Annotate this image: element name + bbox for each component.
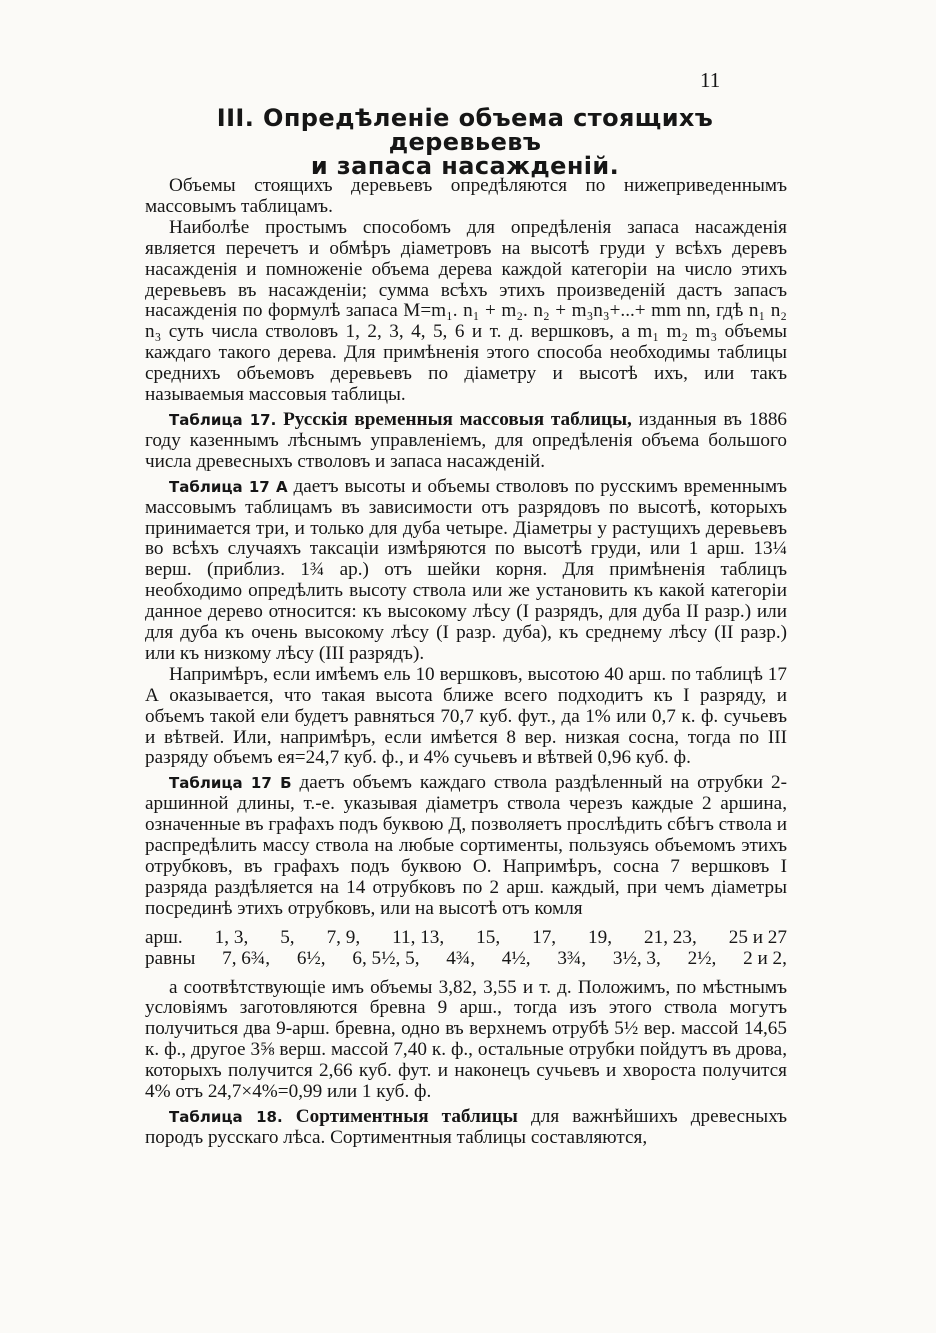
- paragraph-intro: Объемы стоящихъ деревьевъ опредѣляются по нижеприведеннымъ массовымъ таблицамъ.: [145, 175, 787, 217]
- value-cell: арш.: [145, 926, 183, 948]
- paragraph-example: Напримѣръ, если имѣемъ ель 10 вершковъ, высотою 40 арш. по таблицѣ 17 А оказывается, что такая высота ближе всего подходитъ къ I разряду, и объемъ такой ели будетъ равняться 70,7 куб. фут., да 1% или 0,7 к. ф. сучьевъ и вѣтвей. Или, напримѣръ, если имѣется 8 вер. низкая сосна, тогда по III разряду объемъ ея=24,7 куб. ф., и 4% сучьевъ и вѣтвей 0,96 куб. ф.: [145, 663, 787, 769]
- table-17a-label: Таблица 17 А: [169, 477, 288, 496]
- heading-line-2: и запаса насажденій.: [310, 152, 620, 180]
- table-18-label: Таблица 18.: [169, 1107, 283, 1126]
- table-18-title: Сортиментныя таблицы: [295, 1105, 518, 1127]
- paragraph-volumes: а соотвѣтствующіе имъ объемы 3,82, 3,55 и т. д. Положимъ, по мѣстнымъ условіямъ заготовляются бревна 9 арш., тогда изъ этого ствола могутъ получиться два 9-арш. бревна, одно въ верхнемъ отрубѣ 5½ вер. массой 14,65 к. ф., другое 3⅝ верш. массой 7,40 к. ф., остальные отрубки пойдутъ въ дрова, которыхъ получится 2,66 куб. фут. и наконецъ сучьевъ и хвороста получится 4% отъ 24,7×4%=0,99 или 1 куб. ф.: [145, 976, 787, 1103]
- heading-line-1: III. Опредѣленіе объема стоящихъ деревьевъ: [216, 104, 714, 156]
- paragraph-method: Наиболѣе простымъ способомъ для опредѣленія запаса насажденія является перечетъ и обмѣръ діаметровъ на высотѣ груди у всѣхъ деревъ насажденія и помноженіе объема дерева каждой категоріи на число этихъ деревьевъ въ насажденіи; сумма всѣхъ этихъ произведеній дастъ запасъ насажденія по формулѣ запаса M=m₁. n₁ + m₂. n₂ + m₃n₃+...+ mm nn, гдѣ n₁ n₂ n₃ суть числа стволовъ 1, 2, 3, 4, 5, 6 и т. д. вершковъ, а m₁ m₂ m₃ объемы каждаго такого дерева. Для примѣненія этого способа необходимы таблицы среднихъ объемовъ деревьевъ по діаметру и высотѣ ихъ, или такъ называемыя массовыя таблицы.: [145, 216, 787, 406]
- value-cell: 17,: [532, 926, 557, 948]
- table-17-text: изданныя въ 1886 году казеннымъ лѣснымъ управленіемъ, для опредѣленія объема большого числа древесныхъ стволовъ и запаса насажденій.: [145, 408, 788, 472]
- diameter-values: [145, 928, 787, 970]
- value-cell: 7, 6¾,: [222, 947, 271, 969]
- table-17b-label: Таблица 17 Б: [169, 774, 292, 793]
- page-number: 11: [700, 68, 721, 92]
- paragraph-table-17b: [145, 773, 787, 919]
- value-cell: 4¾,: [446, 947, 476, 969]
- value-cell: 25 и 27: [728, 926, 787, 948]
- value-cell: 15,: [476, 926, 501, 948]
- section-heading: [140, 106, 790, 178]
- table-17-label: Таблица 17.: [169, 410, 277, 429]
- value-cell: 5,: [280, 926, 295, 948]
- value-cell: 19,: [588, 926, 613, 948]
- value-cell: 11, 13,: [392, 926, 445, 948]
- table-17a-text: даетъ высоты и объемы стволовъ по русскимъ временнымъ массовымъ таблицамъ въ зависимости отъ разрядовъ по высотѣ, которыхъ принимается три, и только для дуба четыре. Діаметры у растущихъ деревьевъ во всѣхъ случаяхъ таксаціи измѣряются по высотѣ груди, или 1 арш. 13¼ верш. (приблиз. 1¾ ар.) отъ шейки корня. Для примѣненія таблицъ необходимо опредѣлить высоту ствола или же установить къ какой категоріи данное дерево относится: къ высокому лѣсу (I разрядъ, для дуба II разр.) или для дуба къ очень высокому лѣсу (I разр. дуба), къ среднему лѣсу (II разр.) или къ низкому лѣсу (III разрядъ).: [145, 475, 788, 664]
- values-row-arshin: [145, 928, 787, 949]
- value-cell: 6½,: [296, 947, 326, 969]
- value-cell: равны: [145, 947, 196, 969]
- value-cell: 6, 5½, 5,: [352, 947, 420, 969]
- value-cell: 4½,: [501, 947, 531, 969]
- table-17b-text: даетъ объемъ каждаго ствола раздѣленный на отрубки 2-аршинной длины, т.-е. указывая діаметръ ствола черезъ каждые 2 аршина, означенные въ графахъ подъ буквою Д, позволяетъ прослѣдить сбѣгъ ствола и распредѣлить массу ствола на любые сортименты, пользуясь объемомъ этихъ отрубковъ, въ графахъ подъ буквою О. Напримѣръ, сосна 7 вершковъ I разряда раздѣляется на 14 отрубковъ по 2 арш. каждый, при чемъ діаметры посрединѣ этихъ отрубковъ, или на высотѣ отъ комля: [145, 772, 787, 919]
- value-cell: 1, 3,: [214, 926, 249, 948]
- value-cell: 21, 23,: [644, 926, 697, 948]
- value-cell: 3¾,: [557, 947, 587, 969]
- body-text: [145, 176, 787, 1149]
- values-row-diameters: [145, 949, 787, 970]
- paragraph-table-17a: [145, 477, 787, 665]
- value-cell: 3½, 3,: [612, 947, 661, 969]
- paragraph-table-17: [145, 410, 787, 473]
- table-17-title: Русскія временныя массовыя таблицы,: [283, 408, 632, 430]
- paragraph-table-18: [145, 1107, 787, 1149]
- value-cell: 2 и 2,: [743, 947, 787, 969]
- table-18-text: для важнѣйшихъ древесныхъ породъ русскаго лѣса. Сортиментныя таблицы составляются,: [145, 1105, 787, 1148]
- value-cell: 2½,: [687, 947, 717, 969]
- value-cell: 7, 9,: [326, 926, 361, 948]
